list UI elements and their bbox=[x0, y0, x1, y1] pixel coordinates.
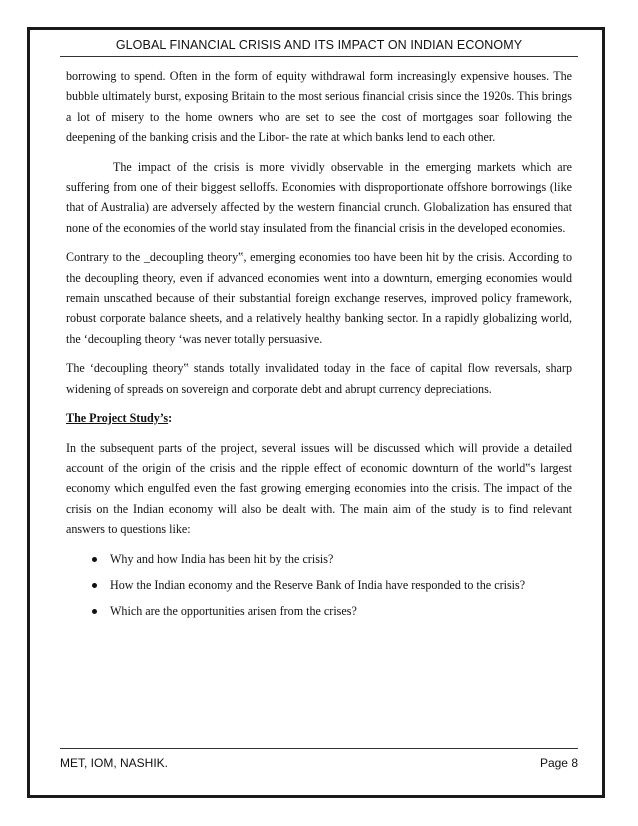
page-content bbox=[66, 66, 572, 628]
list-item bbox=[66, 601, 572, 621]
list-item-text: How the Indian economy and the Reserve Bank of India have responded to the crisis? bbox=[110, 577, 526, 592]
running-header: GLOBAL FINANCIAL CRISIS AND ITS IMPACT ON INDIAN ECONOMY bbox=[115, 38, 523, 52]
list-item bbox=[66, 575, 572, 595]
bullet-icon bbox=[92, 609, 97, 614]
bullet-icon bbox=[92, 557, 97, 562]
paragraph-3: Contrary to the _decoupling theory‟, emerging economies too have been hit by the crisis. According to the decoupling theory, even if advanced economies went into a downturn, emerging economies would remain unscathed because of their substantial foreign exchange reserves, improved policy framework, robust corporate balance sheets, and a relatively healthy banking sector. In a rapidly globalizing world, the ‘decoupling theory ‘was never totally persuasive. bbox=[66, 250, 572, 346]
page-number: Page 8 bbox=[539, 756, 578, 770]
paragraph-4: The ‘decoupling theory‟ stands totally invalidated today in the face of capital flow reversals, sharp widening of spreads on sovereign and corporate debt and abrupt currency depreciations. bbox=[66, 361, 572, 396]
header-divider bbox=[60, 56, 578, 57]
section-heading-text: The Project Study’s bbox=[66, 411, 169, 426]
list-item-text: Which are the opportunities arisen from the crises? bbox=[110, 604, 357, 619]
footer-divider bbox=[60, 748, 578, 749]
list-item-text: Why and how India has been hit by the crisis? bbox=[110, 551, 334, 566]
list-item bbox=[66, 549, 572, 569]
bullet-icon bbox=[92, 583, 97, 588]
section-heading bbox=[66, 408, 572, 428]
question-list bbox=[66, 549, 572, 622]
paragraph-2: The impact of the crisis is more vividly observable in the emerging markets which are suffering from one of their biggest selloffs. Economies with disproportionate offshore borrowings (like that of Australia) are adversely affected by the western financial crunch. Globalization has ensured that none of the economies of the world stay insulated from the financial crisis in the developed economies. bbox=[66, 159, 572, 235]
footer-institution: MET, IOM, NASHIK. bbox=[60, 756, 169, 770]
section-heading-colon: : bbox=[168, 411, 173, 426]
paragraph-1: borrowing to spend. Often in the form of equity withdrawal form increasingly expensive houses. The bubble ultimately burst, exposing Britain to the most serious financial crisis since the 1920s. This brings a lot of misery to the home owners who are set to see the cost of mortgages soar following the deepening of the banking crisis and the Libor- the rate at which banks lend to each other. bbox=[66, 69, 572, 145]
paragraph-5: In the subsequent parts of the project, several issues will be discussed which will provide a detailed account of the origin of the crisis and the ripple effect of economic downturn of the world‟s largest economy which engulfed even the fast growing emerging economies into the crisis. The impact of the crisis on the Indian economy will also be dealt with. The main aim of the study is to find relevant answers to questions like: bbox=[66, 440, 572, 537]
